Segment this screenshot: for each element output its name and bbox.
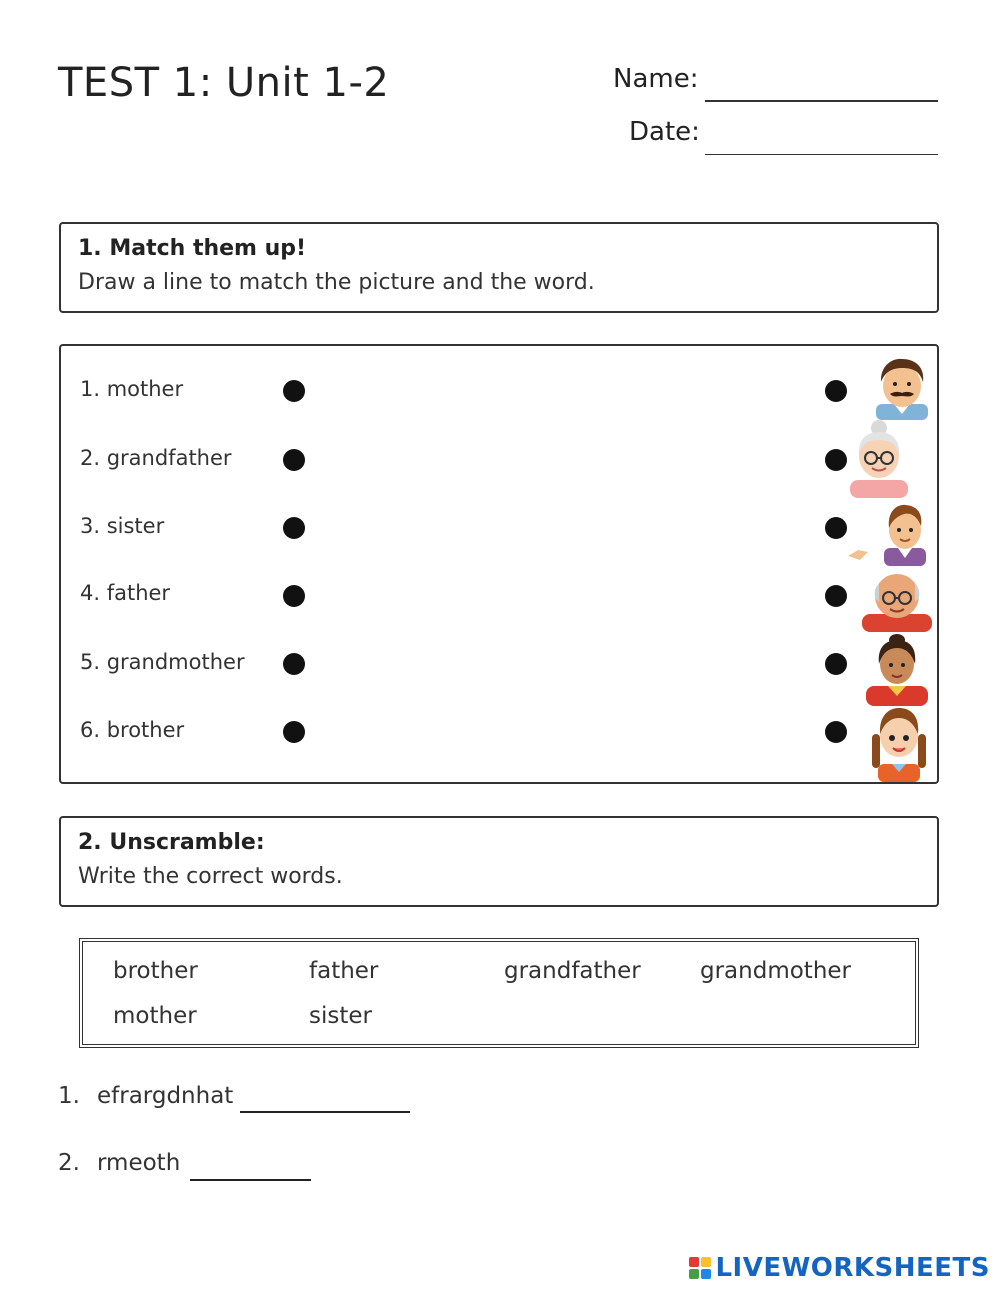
scrambled-word-1: efrargdnhat [97,1083,234,1109]
left-dot-5[interactable] [283,653,305,675]
section1-instruction: Draw a line to match the picture and the word. [78,270,595,295]
answer-field-1[interactable] [240,1111,410,1113]
word-bank-item: mother [113,1003,197,1029]
grandmother-face-icon [846,420,912,498]
left-dot-2[interactable] [283,449,305,471]
word-bank-item: grandmother [700,958,852,984]
sister-face-icon [866,704,932,782]
father-face-icon [872,356,932,420]
mother-face-icon [862,632,932,706]
left-dot-3[interactable] [283,517,305,539]
right-dot-3[interactable] [825,517,847,539]
scrambled-word-2: rmeoth [97,1150,181,1176]
left-dot-6[interactable] [283,721,305,743]
section1-header-box [59,222,939,313]
date-label: Date: [629,117,700,147]
right-dot-6[interactable] [825,721,847,743]
brother-face-icon [846,500,930,566]
right-dot-4[interactable] [825,585,847,607]
matching-box [59,344,939,784]
question-number-2: 2. [58,1150,80,1176]
match-word-6: 6. brother [80,718,185,742]
section2-header-box [59,816,939,907]
match-word-2: 2. grandfather [80,446,232,470]
name-field[interactable] [705,100,938,102]
right-dot-2[interactable] [825,449,847,471]
grandfather-face-icon [860,568,934,632]
page-title: TEST 1: Unit 1-2 [58,60,390,106]
question-number-1: 1. [58,1083,80,1109]
liveworksheets-logo [689,1253,990,1283]
word-bank-item: father [309,958,379,984]
section2-instruction: Write the correct words. [78,864,343,889]
name-label: Name: [613,64,699,94]
match-word-5: 5. grandmother [80,650,245,674]
left-dot-4[interactable] [283,585,305,607]
right-dot-1[interactable] [825,380,847,402]
match-word-1: 1. mother [80,377,184,401]
word-bank-item: sister [309,1003,372,1029]
logo-icon [689,1257,711,1279]
word-bank-item: grandfather [504,958,641,984]
section1-title: 1. Match them up! [78,236,307,261]
word-bank [79,938,919,1048]
answer-field-2[interactable] [190,1179,311,1181]
match-word-3: 3. sister [80,514,165,538]
date-field[interactable] [705,154,938,155]
brand-name: LIVEWORKSHEETS [715,1253,990,1283]
match-word-4: 4. father [80,581,171,605]
left-dot-1[interactable] [283,380,305,402]
section2-title: 2. Unscramble: [78,830,265,855]
right-dot-5[interactable] [825,653,847,675]
word-bank-item: brother [113,958,198,984]
